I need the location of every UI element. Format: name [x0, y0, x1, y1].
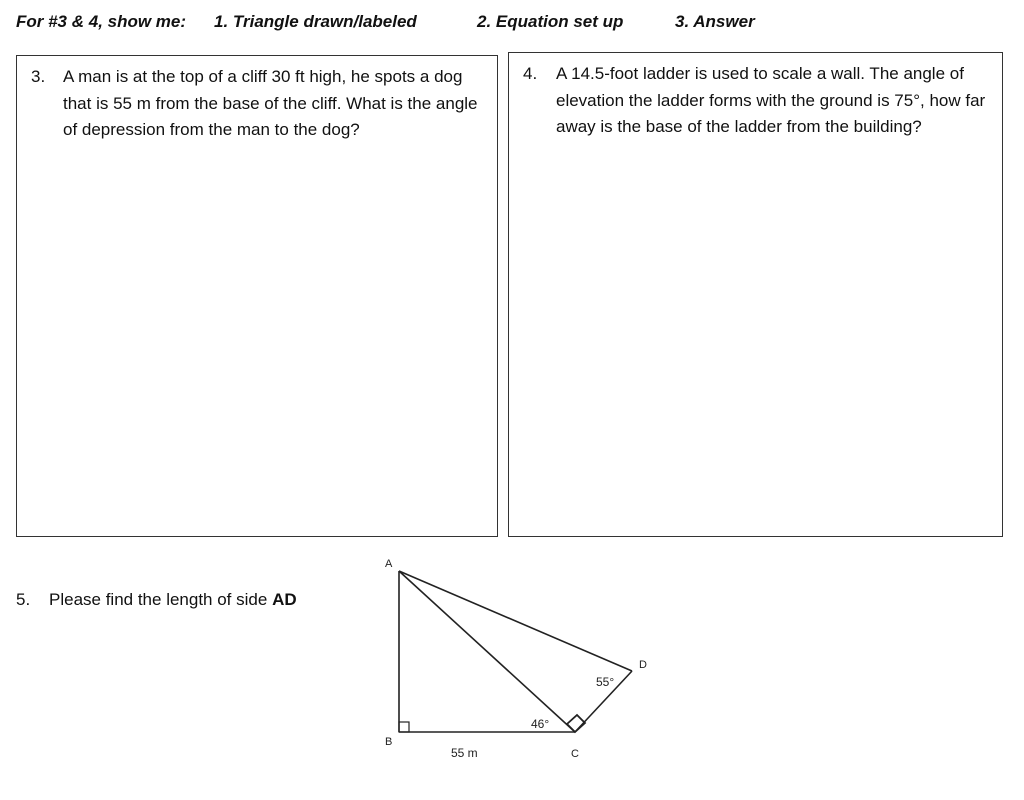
instructions-intro: For #3 & 4, show me: — [16, 12, 187, 31]
vertex-label-c: C — [571, 748, 579, 760]
side-cd — [575, 671, 632, 732]
vertex-label-b: B — [385, 736, 393, 748]
problem-3-number: 3. — [31, 67, 46, 86]
angle-c-label: 46° — [531, 717, 550, 731]
problem-3-box — [16, 55, 498, 537]
problem-5-text: Please find the length of side — [49, 590, 268, 609]
problem-5-side: AD — [272, 590, 297, 609]
problem-4-text: A 14.5-foot ladder is used to scale a wall. The angle of elevation the ladder forms with the ground is 75°, how far away is the base of the ladder from the building? — [556, 64, 986, 136]
problem-3-text: A man is at the top of a cliff 30 ft high, he spots a dog that is 55 m from the base of the cliff. What is the angle of depression from the man to the dog? — [63, 67, 478, 139]
angle-d-label: 55° — [596, 675, 615, 689]
problem-4-number: 4. — [523, 64, 538, 83]
instructions-header — [16, 12, 1014, 38]
right-angle-marker-c — [567, 715, 585, 732]
right-angle-marker-b — [399, 722, 409, 732]
instruction-step-3: 3. Answer — [675, 12, 755, 31]
side-ac — [399, 571, 575, 732]
problem-4 — [523, 61, 998, 141]
problem-5 — [16, 590, 297, 610]
instruction-step-2: 2. Equation set up — [477, 12, 624, 31]
side-bc-length: 55 m — [451, 746, 478, 760]
problem-4-box — [508, 52, 1003, 537]
vertex-label-d: D — [639, 659, 647, 671]
instruction-step-1: 1. Triangle drawn/labeled — [214, 12, 417, 31]
problem-3 — [31, 64, 491, 144]
vertex-label-a: A — [385, 558, 393, 570]
problem-5-number: 5. — [16, 590, 31, 609]
side-ad — [399, 571, 632, 671]
